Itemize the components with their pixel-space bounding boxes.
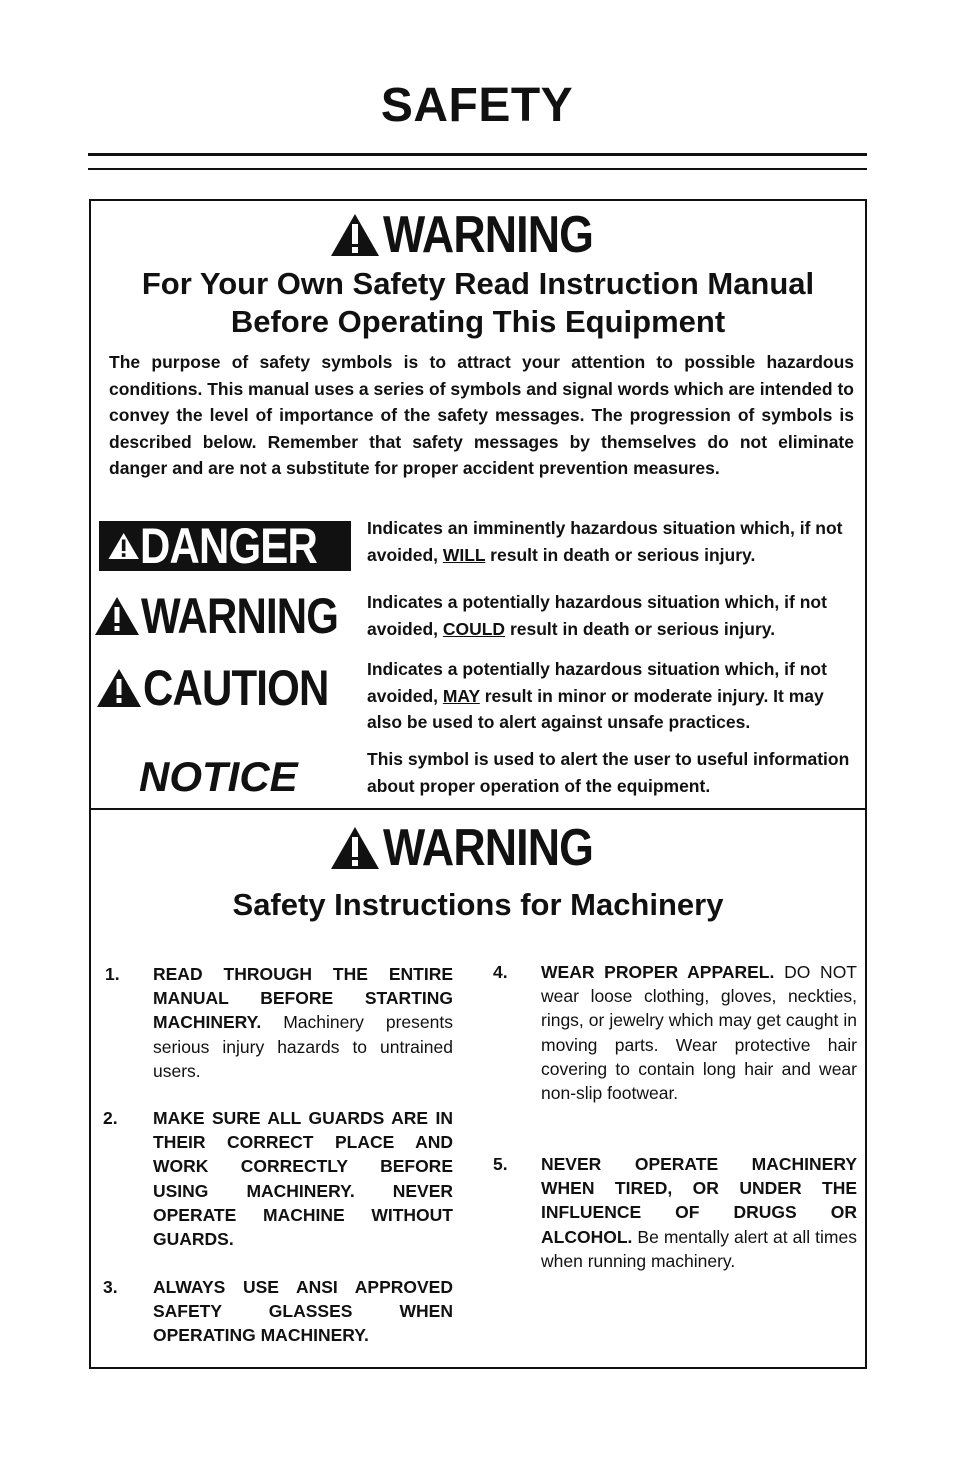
manual-subtitle: [91, 265, 865, 341]
page-title: SAFETY: [380, 79, 574, 132]
danger-badge: [99, 518, 351, 574]
notice-description: [367, 746, 852, 799]
warning-desc-text-end: result in death or serious injury.: [505, 618, 776, 639]
warning-desc-text: Indicates a potentially hazardous situation which, if not avoided,: [367, 592, 827, 639]
caution-description: [367, 656, 862, 736]
list-item-text: Machinery presents serious injury hazards to untrained users.: [153, 1012, 453, 1081]
notice-desc-text: This symbol is used to alert the user to useful information about proper operation of the equipment.: [367, 749, 850, 796]
intro-paragraph: The purpose of safety symbols is to attract your attention to possible hazardous conditions. This manual uses a series of symbols and signal words which are intended to convey the level of importance of the safety messages. The progression of symbols is described below. Remember that safety messages by themselves do not eliminate danger and are not a substitute for proper accident prevention measures.: [109, 352, 854, 479]
machinery-warning-word: WARNING: [382, 819, 593, 877]
warning-heading: [91, 206, 865, 264]
warning-desc-key: COULD: [442, 618, 506, 639]
caution-word: CAUTION: [143, 660, 329, 716]
warning-badge: [93, 588, 376, 644]
warning-word: WARNING: [141, 588, 339, 644]
manual-subtitle-line2: Before Operating This Equipment: [230, 304, 726, 339]
list-item-number: 3.: [103, 1277, 118, 1297]
list-item-body: [153, 1106, 453, 1251]
list-item-bold: NEVER OPERATE MACHINERY WHEN TIRED, OR UNDER THE INFLUENCE OF DRUGS OR ALCOHOL.: [541, 1154, 857, 1247]
list-item-number: 2.: [103, 1108, 118, 1128]
warning-triangle-icon: [93, 595, 141, 637]
list-item-number: 5.: [493, 1154, 508, 1174]
machinery-subtitle: Safety Instructions for Machinery: [232, 887, 724, 922]
list-item-bold: MAKE SURE ALL GUARDS ARE IN THEIR CORRECT PLACE AND WORK CORRECTLY BEFORE USING MACHINERY. NEVER OPERATE MACHINE WITHOUT GUARDS.: [153, 1108, 453, 1250]
title-rule-top: [88, 153, 867, 156]
list-item-bold: WEAR PROPER APPAREL.: [541, 962, 775, 982]
list-item-number: 1.: [105, 964, 120, 984]
danger-description: [367, 515, 862, 568]
manual-subtitle-line1: For Your Own Safety Read Instruction Manual: [141, 266, 815, 301]
list-item-body: [153, 962, 453, 1083]
caution-badge: [95, 660, 364, 716]
danger-desc-key: WILL: [442, 544, 486, 565]
warning-heading-word: WARNING: [382, 206, 593, 264]
danger-desc-text: Indicates an imminently hazardous situation which, if not avoided,: [367, 518, 843, 565]
list-item-text: Be mentally alert at all times when running machinery.: [541, 1226, 857, 1271]
danger-triangle-icon: [107, 526, 140, 566]
machinery-warning-heading: [91, 819, 865, 877]
list-item-bold: READ THROUGH THE ENTIRE MANUAL BEFORE STARTING MACHINERY.: [153, 964, 453, 1033]
machinery-instructions-box: [89, 808, 867, 1369]
caution-triangle-icon: [95, 667, 143, 709]
warning-triangle-icon: [329, 825, 381, 871]
list-item-body: [541, 1152, 857, 1273]
caution-desc-text-end: result in minor or moderate injury. It may also be used to alert against unsafe practices.: [367, 685, 824, 733]
list-item-body: [153, 1275, 453, 1348]
title-rule-bottom: [88, 168, 867, 170]
warning-triangle-icon: [329, 212, 381, 258]
caution-desc-text: Indicates a potentially hazardous situation which, if not avoided,: [367, 659, 827, 706]
notice-word: NOTICE: [139, 753, 298, 800]
list-item-number: 4.: [493, 962, 508, 982]
caution-desc-key: MAY: [442, 685, 480, 706]
danger-word: DANGER: [140, 518, 318, 574]
danger-desc-text-end: result in death or serious injury.: [485, 544, 756, 565]
list-item-text: DO NOT wear loose clothing, gloves, neckties, rings, or jewelry which may get caught in moving parts. Wear protective hair covering to contain long hair and wear non-slip footwear.: [541, 962, 857, 1104]
list-item-bold: ALWAYS USE ANSI APPROVED SAFETY GLASSES WHEN OPERATING MACHINERY.: [153, 1277, 453, 1346]
list-item-body: [541, 960, 857, 1105]
safety-symbols-box: [89, 199, 867, 810]
warning-description: [367, 589, 862, 642]
